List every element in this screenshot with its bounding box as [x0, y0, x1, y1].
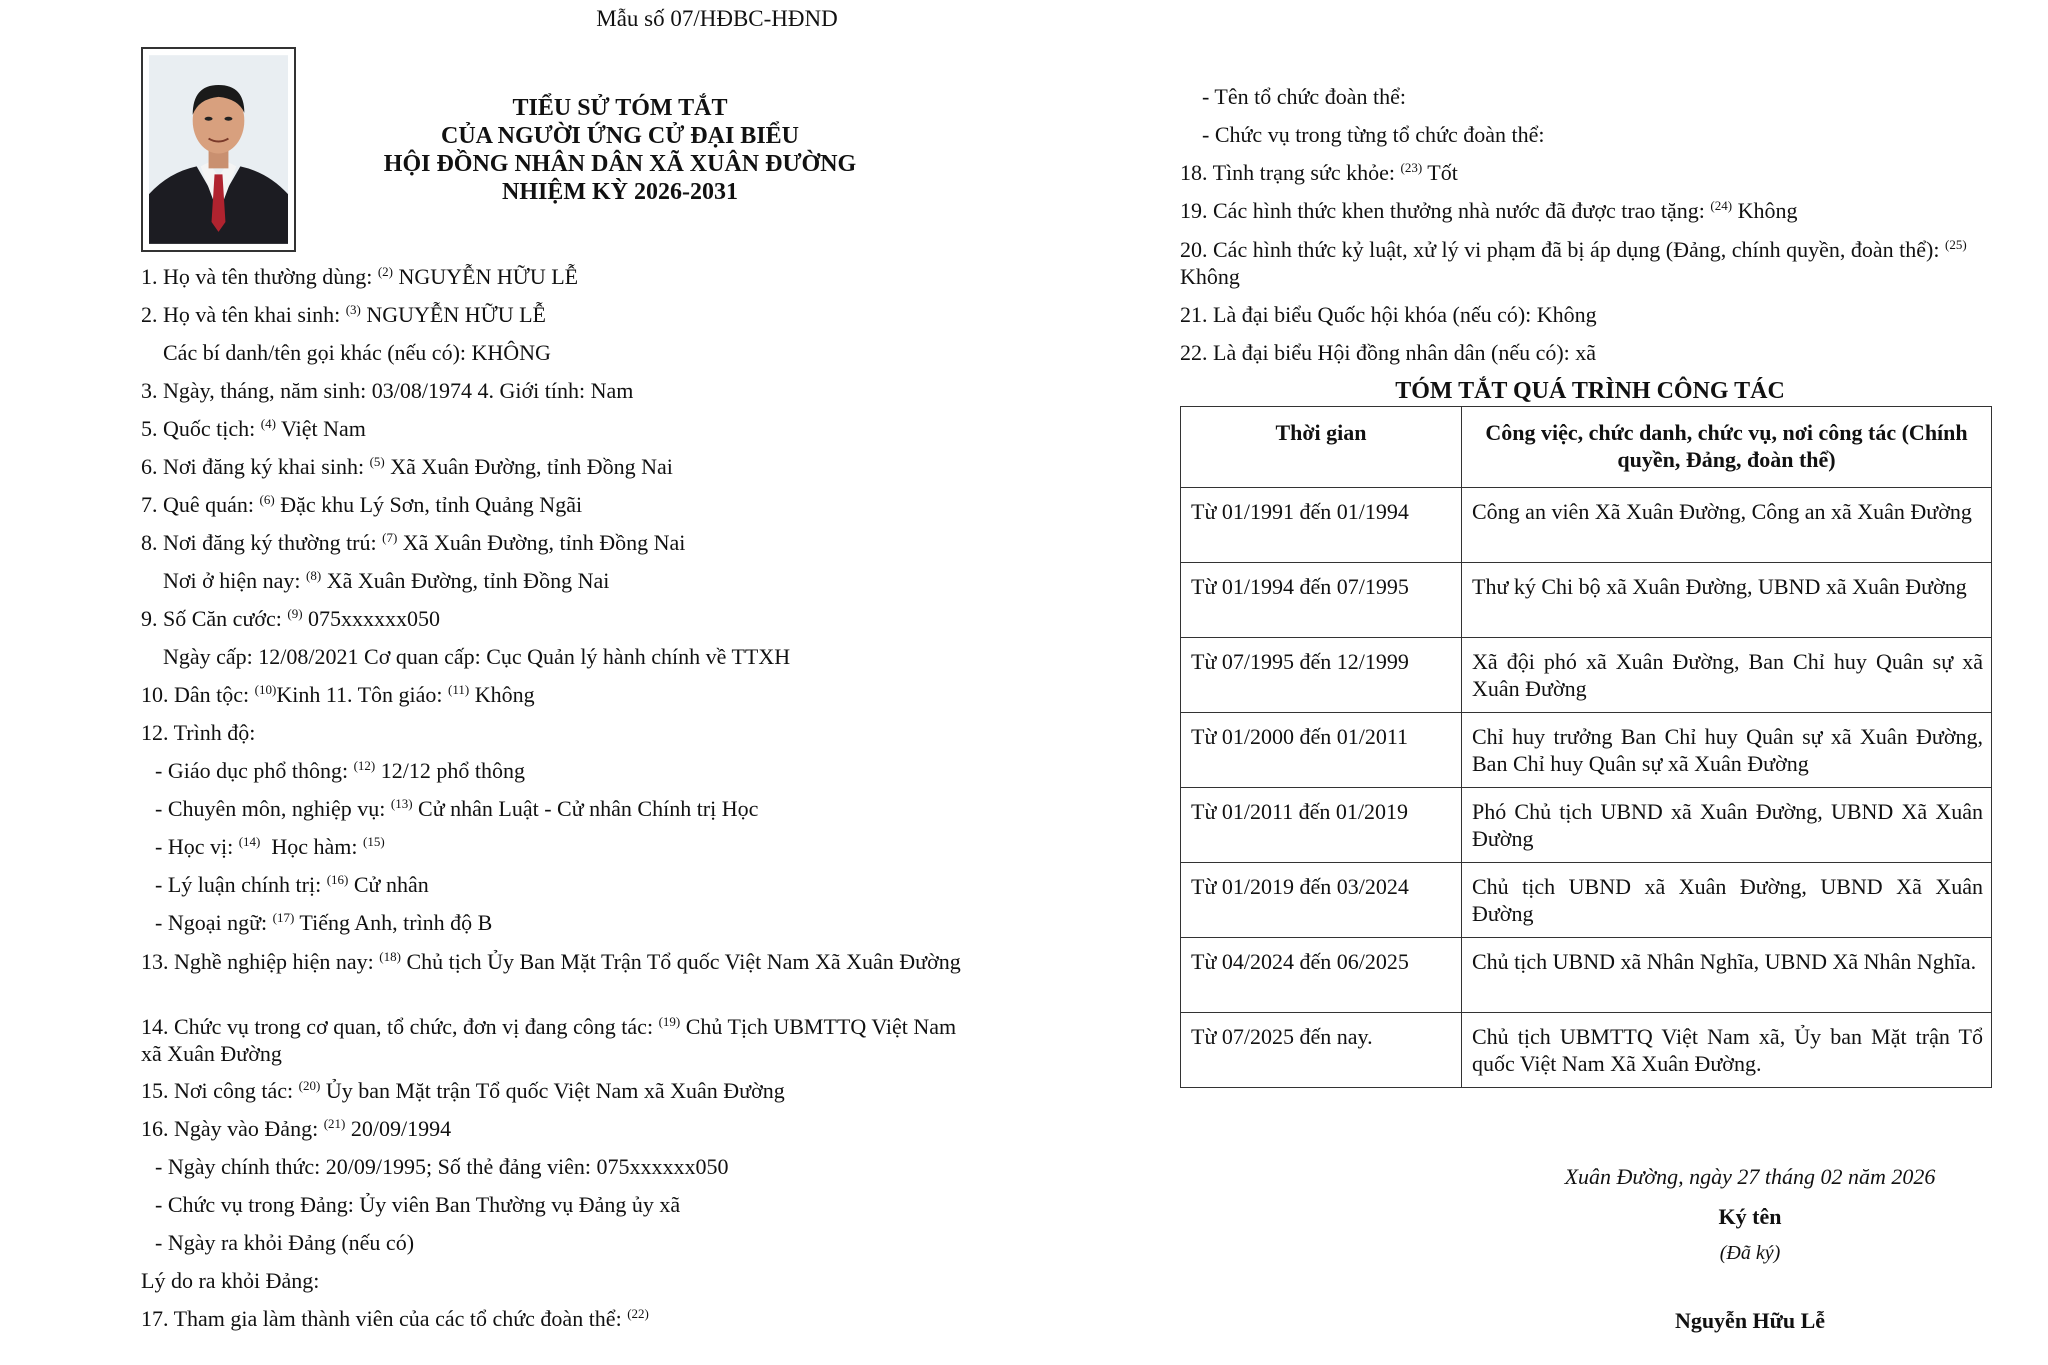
table-row [1181, 713, 1992, 788]
signature-signed-note: (Đã ký) [1719, 1242, 1781, 1264]
field-common-name: 1. Họ và tên thường dùng: $^{(2)}$ NGUYỄN HỮU LỄ [141, 264, 579, 289]
document-title [300, 94, 940, 206]
field-occupation: 13. Nghề nghiệp hiện nay: $^{(18)}$ Chủ tịch Ủy Ban Mặt Trận Tổ quốc Việt Nam Xã Xuân Đường [141, 949, 961, 974]
form-code: Mẫu số 07/HĐBC-HĐND [596, 6, 838, 31]
work-history-table [1180, 406, 1992, 1088]
field-current-residence: Nơi ở hiện nay: $^{(8)}$ Xã Xuân Đường, tỉnh Đồng Nai [163, 568, 610, 593]
row-period: Từ 07/1995 đến 12/1999 [1181, 638, 1462, 713]
field-awards: 19. Các hình thức khen thưởng nhà nước đã được trao tặng: $^{(24)}$ Không [1180, 198, 1798, 223]
field-general-education: - Giáo dục phổ thông: $^{(12)}$ 12/12 phổ thông [155, 758, 525, 783]
title-line-4: NHIỆM KỲ 2026-2031 [502, 179, 738, 205]
field-party-official-date: - Ngày chính thức: 20/09/1995; Số thẻ đảng viên: 075xxxxxx050 [155, 1154, 729, 1179]
title-line-1: TIỂU SỬ TÓM TẮT [512, 95, 728, 121]
field-party-leave-date: - Ngày ra khỏi Đảng (nếu có) [155, 1230, 415, 1255]
field-education-heading: 12. Trình độ: [141, 720, 256, 745]
row-position: Chủ tịch UBND xã Nhân Nghĩa, UBND Xã Nhân Nghĩa. [1462, 938, 1992, 1013]
row-position: Thư ký Chi bộ xã Xuân Đường, UBND xã Xuân Đường [1462, 563, 1992, 638]
row-period: Từ 01/2000 đến 01/2011 [1181, 713, 1462, 788]
table-row [1181, 863, 1992, 938]
portrait-image [149, 55, 288, 244]
row-period: Từ 01/2019 đến 03/2024 [1181, 863, 1462, 938]
row-position: Xã đội phó xã Xuân Đường, Ban Chỉ huy Quân sự xã Xuân Đường [1462, 638, 1992, 713]
field-id-number: 9. Số Căn cước: $^{(9)}$ 075xxxxxx050 [141, 606, 441, 631]
field-hometown: 7. Quê quán: $^{(6)}$ Đặc khu Lý Sơn, tỉnh Quảng Ngãi [141, 492, 583, 517]
field-nationality: 5. Quốc tịch: $^{(4)}$ Việt Nam [141, 416, 366, 441]
row-period: Từ 01/1991 đến 01/1994 [1181, 488, 1462, 563]
signatory-name: Nguyễn Hữu Lễ [1674, 1308, 1826, 1333]
field-id-issue: Ngày cấp: 12/08/2021 Cơ quan cấp: Cục Quản lý hành chính về TTXH [163, 644, 791, 669]
table-row [1181, 788, 1992, 863]
field-political-theory: - Lý luận chính trị: $^{(16)}$ Cử nhân [155, 872, 429, 897]
field-organization-positions: - Chức vụ trong từng tổ chức đoàn thể: [1202, 122, 1545, 147]
row-position: Phó Chủ tịch UBND xã Xuân Đường, UBND Xã Xuân Đường [1462, 788, 1992, 863]
header-period: Thời gian [1181, 407, 1462, 488]
header-position: Công việc, chức danh, chức vụ, nơi công tác (Chính quyền, Đảng, đoàn thể) [1462, 407, 1992, 488]
table-header-row [1181, 407, 1992, 488]
table-row [1181, 638, 1992, 713]
field-national-assembly: 21. Là đại biểu Quốc hội khóa (nếu có): Không [1180, 302, 1597, 327]
signature-label: Ký tên [1718, 1204, 1782, 1229]
row-period: Từ 01/1994 đến 07/1995 [1181, 563, 1462, 638]
work-history-title: TÓM TẮT QUÁ TRÌNH CÔNG TÁC [1395, 378, 1785, 404]
signature-place-date: Xuân Đường, ngày 27 tháng 02 năm 2026 [1564, 1164, 1936, 1189]
field-permanent-residence: 8. Nơi đăng ký thường trú: $^{(7)}$ Xã Xuân Đường, tỉnh Đồng Nai [141, 530, 686, 555]
table-row [1181, 1013, 1992, 1088]
field-birth-registration: 6. Nơi đăng ký khai sinh: $^{(5)}$ Xã Xuân Đường, tỉnh Đồng Nai [141, 454, 673, 479]
field-birth-name: 2. Họ và tên khai sinh: $^{(3)}$ NGUYỄN HỮU LỄ [141, 302, 546, 327]
field-birthdate-gender: 3. Ngày, tháng, năm sinh: 03/08/1974 4. Giới tính: Nam [141, 378, 634, 403]
row-period: Từ 04/2024 đến 06/2025 [1181, 938, 1462, 1013]
field-organizations: 17. Tham gia làm thành viên của các tổ chức đoàn thể: $^{(22)}$ [141, 1306, 649, 1331]
row-position: Chủ tịch UBND xã Xuân Đường, UBND Xã Xuân Đường [1462, 863, 1992, 938]
field-discipline: 20. Các hình thức kỷ luật, xử lý vi phạm đã bị áp dụng (Đảng, chính quyền, đoàn thể): $^{(25)}$ Không [1180, 237, 1967, 289]
table-row [1181, 938, 1992, 1013]
row-position: Công an viên Xã Xuân Đường, Công an xã Xuân Đường [1462, 488, 1992, 563]
table-row [1181, 488, 1992, 563]
portrait-photo [141, 47, 296, 252]
row-position: Chỉ huy trưởng Ban Chỉ huy Quân sự xã Xuân Đường, Ban Chỉ huy Quân sự xã Xuân Đường [1462, 713, 1992, 788]
field-ethnicity-religion: 10. Dân tộc: $^{(10)}$Kinh 11. Tôn giáo: $^{(11)}$ Không [141, 682, 535, 707]
row-period: Từ 01/2011 đến 01/2019 [1181, 788, 1462, 863]
field-position: 14. Chức vụ trong cơ quan, tổ chức, đơn vị đang công tác: $^{(19)}$ Chủ Tịch UBMTTQ Việt Nam xã Xuân Đường [141, 1014, 957, 1066]
field-degree-title: - Học vị: $^{(14)}$ Học hàm: $^{(15)}$ [155, 834, 385, 859]
field-party-position: - Chức vụ trong Đảng: Ủy viên Ban Thường vụ Đảng ủy xã [155, 1192, 681, 1217]
table-row [1181, 563, 1992, 638]
title-line-2: CỦA NGƯỜI ỨNG CỬ ĐẠI BIỂU [440, 123, 799, 149]
field-party-leave-reason: Lý do ra khỏi Đảng: [141, 1268, 320, 1293]
title-line-3: HỘI ĐỒNG NHÂN DÂN XÃ XUÂN ĐƯỜNG [383, 151, 857, 177]
field-health: 18. Tình trạng sức khỏe: $^{(23)}$ Tốt [1180, 160, 1458, 185]
field-foreign-language: - Ngoại ngữ: $^{(17)}$ Tiếng Anh, trình độ B [155, 910, 493, 935]
row-period: Từ 07/2025 đến nay. [1181, 1013, 1462, 1088]
field-organization-name: - Tên tổ chức đoàn thể: [1202, 84, 1406, 109]
field-peoples-council: 22. Là đại biểu Hội đồng nhân dân (nếu có): xã [1180, 340, 1597, 365]
field-workplace: 15. Nơi công tác: $^{(20)}$ Ủy ban Mặt trận Tổ quốc Việt Nam xã Xuân Đường [141, 1078, 785, 1103]
field-specialization: - Chuyên môn, nghiệp vụ: $^{(13)}$ Cử nhân Luật - Cử nhân Chính trị Học [155, 796, 759, 821]
row-position: Chủ tịch UBMTTQ Việt Nam xã, Ủy ban Mặt trận Tổ quốc Việt Nam Xã Xuân Đường. [1462, 1013, 1992, 1088]
field-party-join-date: 16. Ngày vào Đảng: $^{(21)}$ 20/09/1994 [141, 1116, 452, 1141]
field-aliases: Các bí danh/tên gọi khác (nếu có): KHÔNG [163, 340, 551, 365]
